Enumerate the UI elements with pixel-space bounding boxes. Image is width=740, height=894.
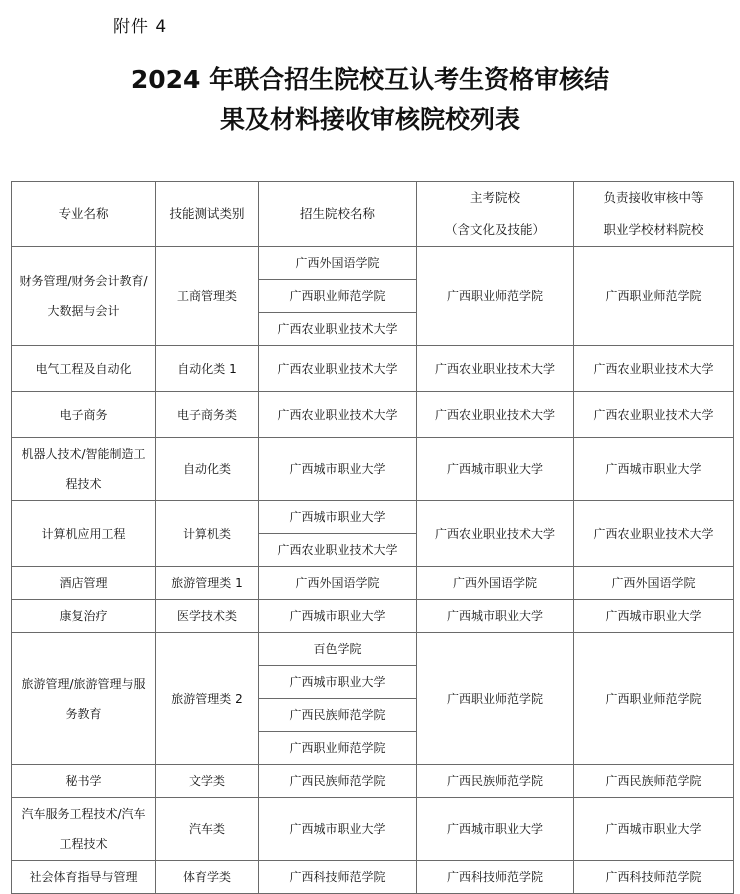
cell-skill-category: 自动化类 [156,438,259,501]
cell-major: 秘书学 [12,765,156,798]
cell-exam-school: 广西城市职业大学 [417,600,574,633]
cell-enrolling-school: 广西城市职业大学 [259,501,417,534]
cell-review-school: 广西职业师范学院 [574,633,734,765]
table-row [12,392,734,438]
cell-exam-school: 广西职业师范学院 [417,247,574,346]
cell-enrolling-school: 广西外国语学院 [259,247,417,280]
cell-review-school: 广西农业职业技术大学 [574,392,734,438]
table-row [12,633,734,666]
cell-enrolling-school: 广西外国语学院 [259,567,417,600]
header-review-school-line1: 负责接收审核中等 [603,190,704,205]
cell-review-school: 广西城市职业大学 [574,438,734,501]
cell-skill-category: 工商管理类 [156,247,259,346]
cell-exam-school: 广西城市职业大学 [417,798,574,861]
header-review-school-line2: 职业学校材料院校 [603,222,704,237]
cell-major: 电子商务 [12,392,156,438]
table-row [12,600,734,633]
header-review-school [574,182,734,247]
table-row [12,501,734,534]
cell-skill-category: 体育学类 [156,861,259,894]
title-line-1: 2024 年联合招生院校互认考生资格审核结 [130,65,610,94]
cell-review-school: 广西外国语学院 [574,567,734,600]
cell-review-school: 广西城市职业大学 [574,600,734,633]
cell-exam-school: 广西科技师范学院 [417,861,574,894]
table-header-row [12,182,734,247]
header-exam-school-line2: （含文化及技能） [444,222,545,237]
cell-enrolling-school: 广西民族师范学院 [259,699,417,732]
cell-enrolling-school: 广西职业师范学院 [259,280,417,313]
cell-exam-school: 广西农业职业技术大学 [417,346,574,392]
cell-enrolling-school: 广西民族师范学院 [259,765,417,798]
attachment-label: 附件 4 [113,17,168,37]
header-exam-school [417,182,574,247]
school-review-table [11,181,734,894]
header-skill-category: 技能测试类别 [156,182,259,247]
cell-exam-school: 广西民族师范学院 [417,765,574,798]
table-row [12,438,734,501]
cell-enrolling-school: 广西城市职业大学 [259,438,417,501]
cell-exam-school: 广西职业师范学院 [417,633,574,765]
cell-review-school: 广西城市职业大学 [574,798,734,861]
table-row [12,247,734,280]
cell-enrolling-school: 广西农业职业技术大学 [259,392,417,438]
cell-skill-category: 计算机类 [156,501,259,567]
cell-exam-school: 广西外国语学院 [417,567,574,600]
cell-exam-school: 广西农业职业技术大学 [417,392,574,438]
cell-major: 康复治疗 [12,600,156,633]
table-body [12,247,734,894]
cell-enrolling-school: 广西城市职业大学 [259,798,417,861]
cell-skill-category: 文学类 [156,765,259,798]
cell-review-school: 广西农业职业技术大学 [574,346,734,392]
cell-enrolling-school: 百色学院 [259,633,417,666]
cell-skill-category: 电子商务类 [156,392,259,438]
cell-major: 旅游管理/旅游管理与服务教育 [12,633,156,765]
table-row [12,798,734,861]
header-major: 专业名称 [12,182,156,247]
cell-enrolling-school: 广西职业师范学院 [259,732,417,765]
table-row [12,861,734,894]
cell-skill-category: 旅游管理类 2 [156,633,259,765]
cell-skill-category: 汽车类 [156,798,259,861]
table-row [12,346,734,392]
cell-major: 酒店管理 [12,567,156,600]
cell-major: 财务管理/财务会计教育/大数据与会计 [12,247,156,346]
cell-enrolling-school: 广西城市职业大学 [259,600,417,633]
cell-enrolling-school: 广西农业职业技术大学 [259,313,417,346]
header-enrolling-school: 招生院校名称 [259,182,417,247]
cell-major: 电气工程及自动化 [12,346,156,392]
cell-review-school: 广西农业职业技术大学 [574,501,734,567]
cell-enrolling-school: 广西农业职业技术大学 [259,534,417,567]
cell-skill-category: 自动化类 1 [156,346,259,392]
cell-major: 汽车服务工程技术/汽车工程技术 [12,798,156,861]
cell-skill-category: 旅游管理类 1 [156,567,259,600]
cell-major: 机器人技术/智能制造工程技术 [12,438,156,501]
table-row [12,567,734,600]
page-title [0,60,740,140]
cell-major: 社会体育指导与管理 [12,861,156,894]
cell-exam-school: 广西农业职业技术大学 [417,501,574,567]
cell-enrolling-school: 广西农业职业技术大学 [259,346,417,392]
cell-review-school: 广西科技师范学院 [574,861,734,894]
cell-skill-category: 医学技术类 [156,600,259,633]
cell-review-school: 广西民族师范学院 [574,765,734,798]
cell-enrolling-school: 广西城市职业大学 [259,666,417,699]
table-row [12,765,734,798]
cell-major: 计算机应用工程 [12,501,156,567]
header-exam-school-line1: 主考院校 [469,190,520,205]
cell-review-school: 广西职业师范学院 [574,247,734,346]
cell-enrolling-school: 广西科技师范学院 [259,861,417,894]
title-line-2: 果及材料接收审核院校列表 [219,105,520,134]
cell-exam-school: 广西城市职业大学 [417,438,574,501]
